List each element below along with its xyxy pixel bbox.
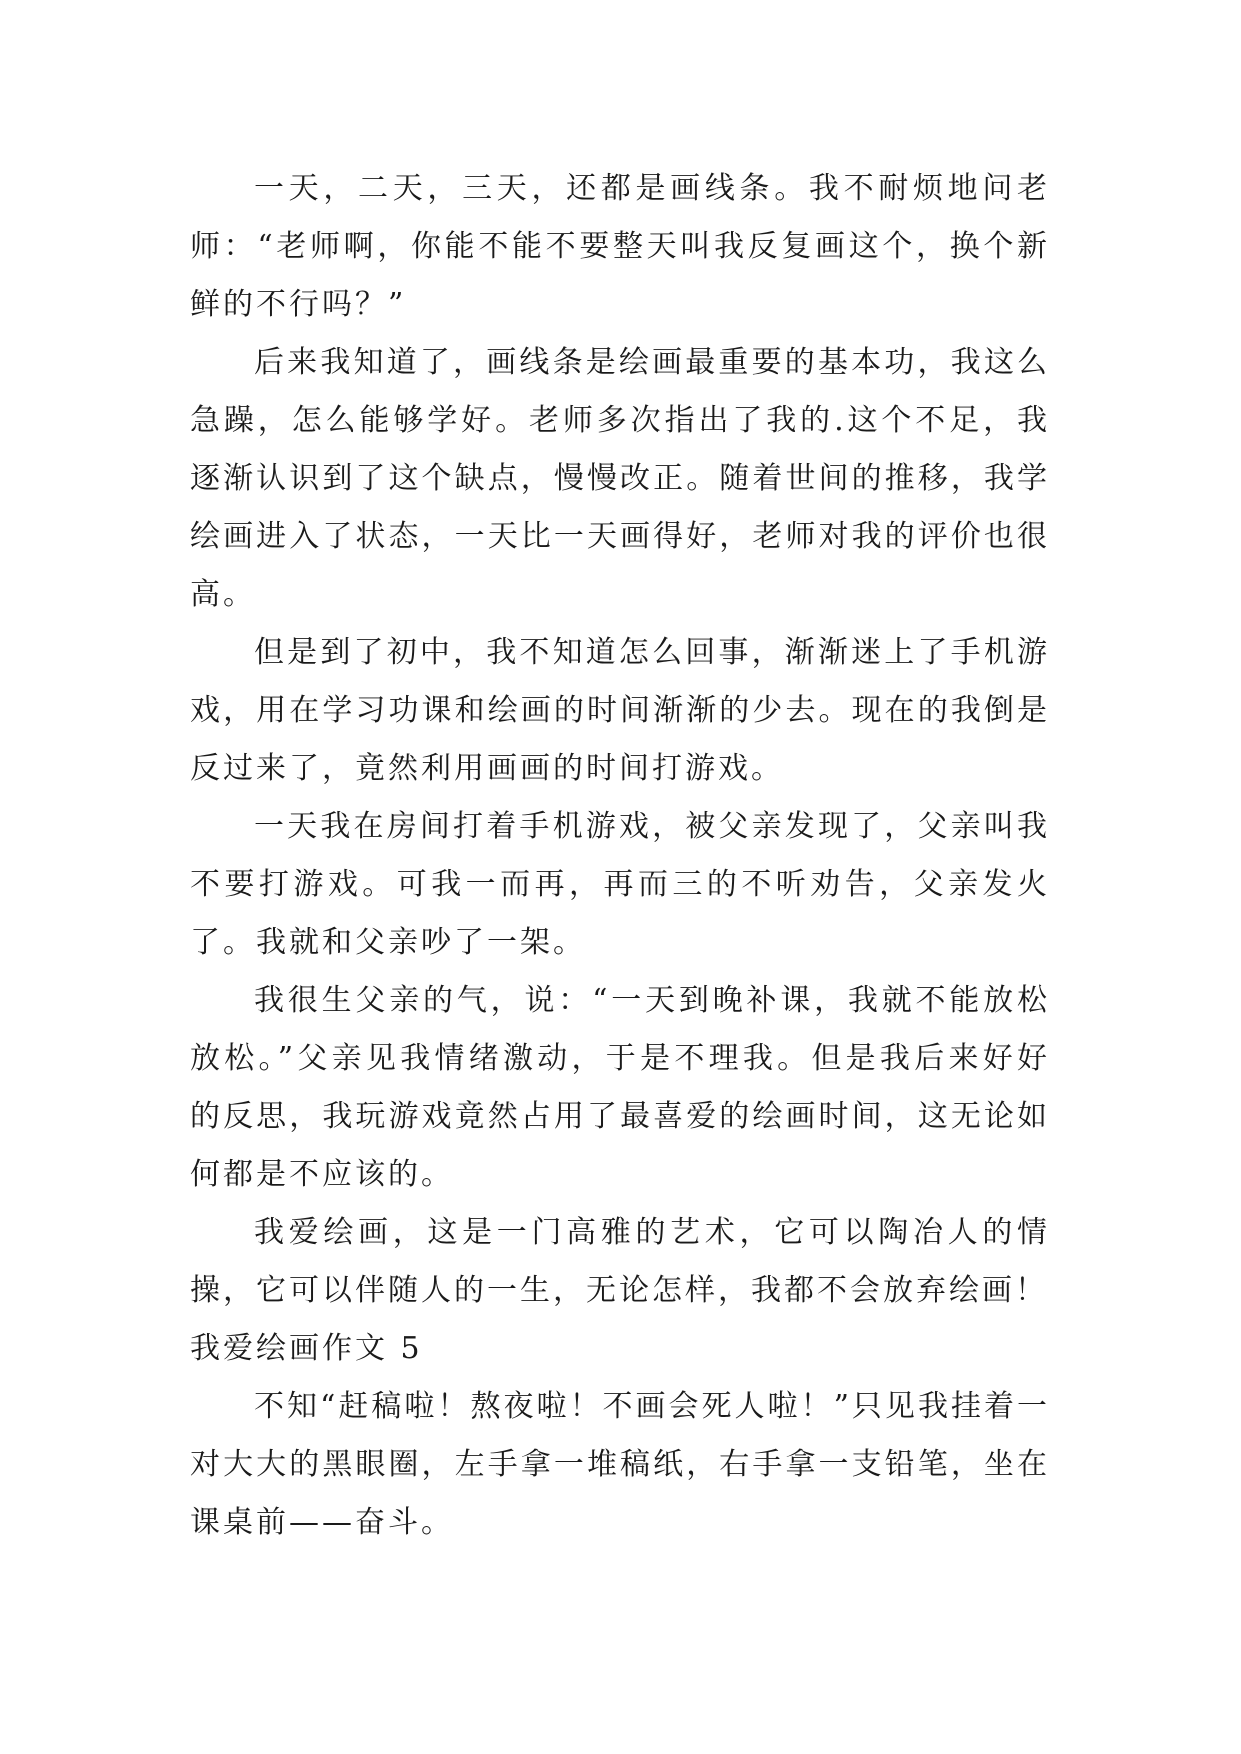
paragraph-3: 但是到了初中，我不知道怎么回事，渐渐迷上了手机游戏，用在学习功课和绘画的时间渐渐的少去。现在的我倒是反过来了，竟然利用画画的时间打游戏。 — [190, 635, 1050, 786]
paragraph-5: 我很生父亲的气，说：“一天到晚补课，我就不能放松放松。”父亲见我情绪激动，于是不理我。但是我后来好好的反思，我玩游戏竟然占用了最喜爱的绘画时间，这无论如何都是不应该的。 — [190, 983, 1050, 1192]
section-heading: 我爱绘画作文 5 — [190, 1331, 423, 1366]
document-body — [190, 160, 1050, 1552]
paragraph-2: 后来我知道了，画线条是绘画最重要的基本功，我这么急躁，怎么能够学好。老师多次指出了我的.这个不足，我逐渐认识到了这个缺点，慢慢改正。随着世间的推移，我学绘画进入了状态，一天比一天画得好，老师对我的评价也很高。 — [190, 345, 1050, 612]
paragraph-6: 我爱绘画，这是一门高雅的艺术，它可以陶冶人的情操，它可以伴随人的一生，无论怎样，我都不会放弃绘画！ — [190, 1215, 1050, 1308]
paragraph-7: 不知“赶稿啦！熬夜啦！不画会死人啦！”只见我挂着一对大大的黑眼圈，左手拿一堆稿纸，右手拿一支铅笔，坐在课桌前——奋斗。 — [190, 1389, 1050, 1540]
paragraph-4: 一天我在房间打着手机游戏，被父亲发现了，父亲叫我不要打游戏。可我一而再，再而三的不听劝告，父亲发火了。我就和父亲吵了一架。 — [190, 809, 1050, 960]
paragraph-1: 一天，二天，三天，还都是画线条。我不耐烦地问老师：“老师啊，你能不能不要整天叫我反复画这个，换个新鲜的不行吗？” — [190, 171, 1050, 322]
